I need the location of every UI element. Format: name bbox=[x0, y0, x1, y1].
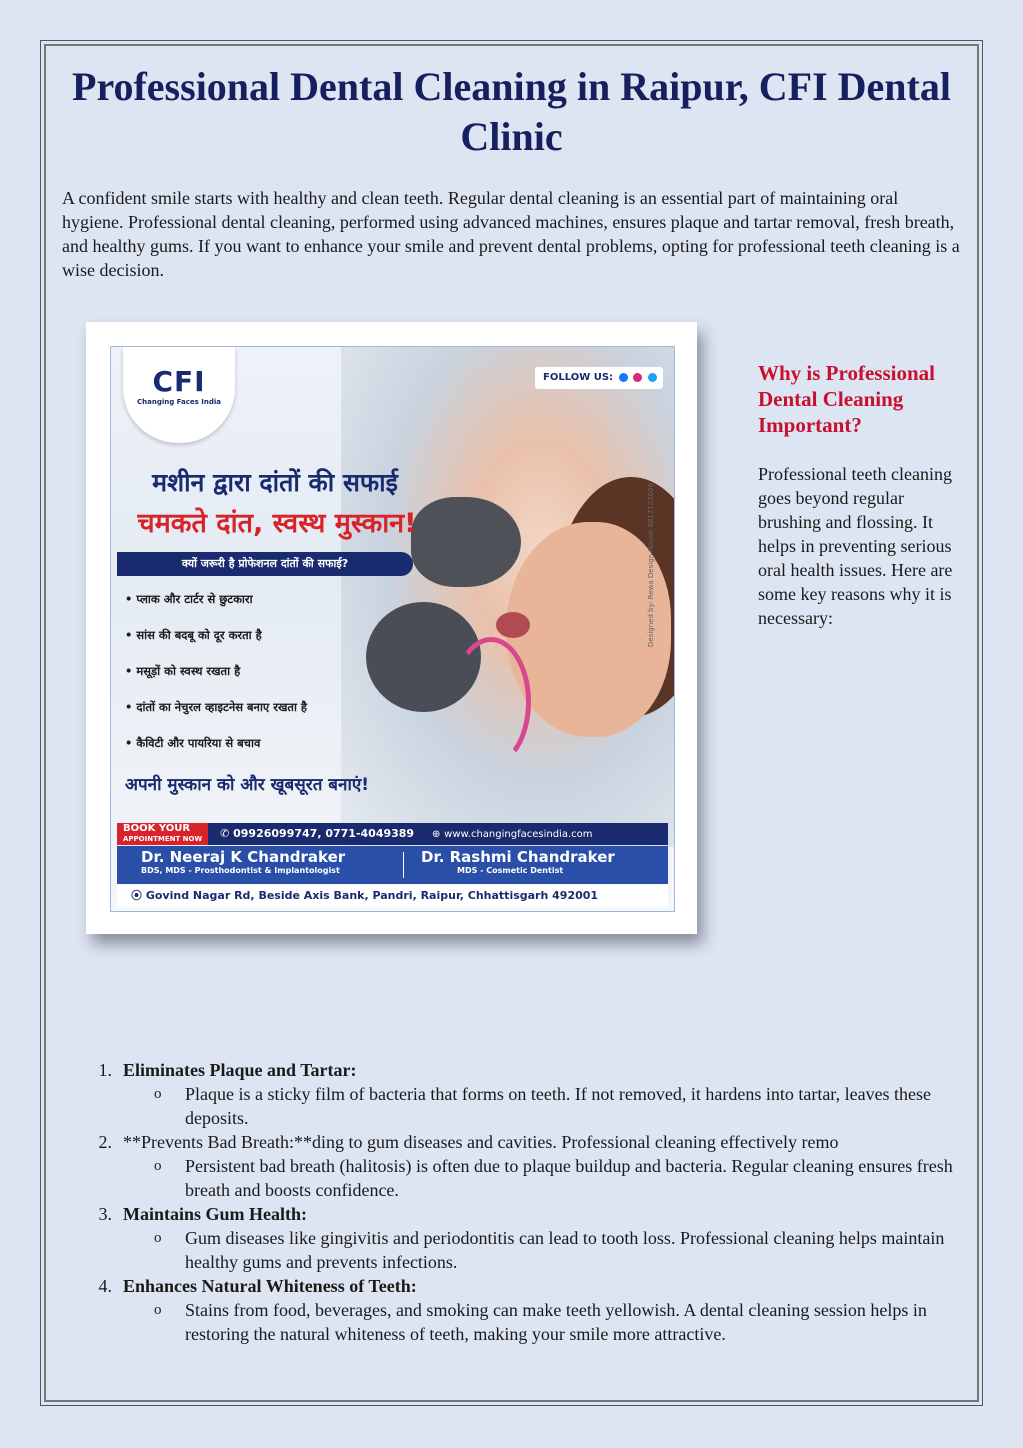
page-title: Professional Dental Cleaning in Raipur, CFI Dental Clinic bbox=[72, 64, 951, 159]
poster-bullet: • दांतों का नेचुरल व्हाइटनेस बनाए रखता है bbox=[125, 700, 308, 714]
reason-title: Maintains Gum Health: bbox=[123, 1204, 308, 1224]
poster-bullet: • मसूड़ों को स्वस्थ रखता है bbox=[125, 664, 241, 678]
patient-mouth bbox=[496, 612, 530, 638]
globe-icon: ⊕ bbox=[431, 829, 441, 840]
doctor-2-name: Dr. Rashmi Chandraker bbox=[421, 848, 615, 866]
doctors-divider bbox=[403, 852, 404, 878]
reason-number: 2. bbox=[98, 1132, 112, 1152]
reason-number: 1. bbox=[98, 1060, 112, 1080]
sub-bullet-marker: o bbox=[154, 1086, 162, 1102]
reason-detail bbox=[88, 1154, 968, 1202]
doctor-2 bbox=[421, 848, 675, 875]
phone-icon: ✆ bbox=[220, 827, 230, 840]
reason-detail-text: Persistent bad breath (halitosis) is often due to plaque buildup and bacteria. Regular cleaning ensures fresh breath and boosts confidence. bbox=[185, 1156, 953, 1200]
clinic-address: Govind Nagar Rd, Beside Axis Bank, Pandri, Raipur, Chhattisgarh 492001 bbox=[145, 889, 599, 902]
book-appointment-badge: BOOK YOUR APPOINTMENT NOW bbox=[117, 823, 208, 845]
reason-item bbox=[88, 1202, 968, 1226]
sub-bullet-marker: o bbox=[154, 1302, 162, 1318]
poster-content bbox=[110, 346, 675, 912]
clinic-poster-image bbox=[86, 322, 697, 934]
instagram-icon bbox=[633, 373, 642, 382]
poster-bullet-list bbox=[125, 589, 307, 769]
logo-text: CFI bbox=[152, 365, 206, 398]
twitter-icon bbox=[648, 373, 657, 382]
reason-detail bbox=[88, 1226, 968, 1274]
reason-number: 4. bbox=[98, 1276, 112, 1296]
reason-detail-text: Plaque is a sticky film of bacteria that forms on teeth. If not removed, it hardens into tartar, leaves these deposits. bbox=[185, 1084, 932, 1128]
contact-bar bbox=[117, 823, 668, 845]
reason-title: Enhances Natural Whiteness of Teeth: bbox=[123, 1276, 417, 1296]
follow-us-badge bbox=[535, 367, 663, 389]
intro-paragraph: A confident smile starts with healthy and clean teeth. Regular dental cleaning is an essential part of maintaining oral hygiene. Professional dental cleaning, performed using advanced machines, ensures plaque and tartar removal, fresh breath, and healthy gums. If you want to enhance your smile and prevent dental problems, opting for professional teeth cleaning is a wise decision. bbox=[62, 188, 960, 280]
reason-title: Eliminates Plaque and Tartar: bbox=[123, 1060, 357, 1080]
reason-detail-text: Stains from food, beverages, and smoking can make teeth yellowish. A dental cleaning session helps in restoring the natural whiteness of teeth, making your smile more attractive. bbox=[185, 1300, 927, 1344]
location-pin-icon: ⦿ bbox=[131, 889, 142, 902]
poster-subheading: क्यों जरूरी है प्रोफेशनल दांतों की सफाई? bbox=[117, 552, 413, 576]
doctor-1-qualifications: BDS, MDS - Prosthodontist & Implantologist bbox=[141, 866, 340, 875]
cfi-logo bbox=[123, 347, 235, 443]
side-heading: Why is Professional Dental Cleaning Important? bbox=[758, 361, 935, 437]
reason-title: **Prevents Bad Breath:**ding to gum diseases and cavities. Professional cleaning effectively remo bbox=[123, 1132, 839, 1152]
address-bar bbox=[117, 885, 668, 907]
reason-item bbox=[88, 1130, 968, 1154]
poster-headline-2: चमकते दांत, स्वस्थ मुस्कान! bbox=[137, 508, 417, 539]
doctor-1 bbox=[141, 848, 411, 875]
website-url: www.changingfacesindia.com bbox=[444, 829, 593, 840]
poster-bullet: • सांस की बदबू को दूर करता है bbox=[125, 628, 262, 642]
sub-bullet-marker: o bbox=[154, 1230, 162, 1246]
reasons-list bbox=[88, 1058, 968, 1346]
doctor-1-name: Dr. Neeraj K Chandraker bbox=[141, 848, 346, 866]
poster-bullet: • प्लाक और टार्टर से छुटकारा bbox=[125, 592, 253, 606]
reason-detail bbox=[88, 1298, 968, 1346]
doctors-bar bbox=[117, 846, 668, 884]
designer-credit: Designed by: Rewa Design House 8817123606 bbox=[647, 483, 655, 647]
phone-numbers: 09926099747, 0771-4049389 bbox=[233, 827, 415, 840]
follow-us-label: FOLLOW US: bbox=[543, 372, 614, 383]
poster-bullet: • कैविटी और पायरिया से बचाव bbox=[125, 736, 261, 750]
logo-subtitle: Changing Faces India bbox=[137, 398, 221, 406]
reason-item bbox=[88, 1274, 968, 1298]
poster-tagline: अपनी मुस्कान को और खूबसूरत बनाएं! bbox=[125, 775, 369, 795]
doctor-2-qualifications: MDS - Cosmetic Dentist bbox=[457, 866, 564, 875]
suction-tube bbox=[451, 637, 531, 767]
reason-detail bbox=[88, 1082, 968, 1130]
side-paragraph: Professional teeth cleaning goes beyond regular brushing and flossing. It helps in preventing serious oral health issues. Here are some key reasons why it is necessary: bbox=[758, 464, 953, 628]
facebook-icon bbox=[619, 373, 628, 382]
poster-headline-1: मशीन द्वारा दांतों की सफाई bbox=[152, 468, 398, 497]
reason-detail-text: Gum diseases like gingivitis and periodontitis can lead to tooth loss. Professional cleaning helps maintain healthy gums and prevents infections. bbox=[185, 1228, 945, 1272]
reason-item bbox=[88, 1058, 968, 1082]
sub-bullet-marker: o bbox=[154, 1158, 162, 1174]
reason-number: 3. bbox=[98, 1204, 112, 1224]
